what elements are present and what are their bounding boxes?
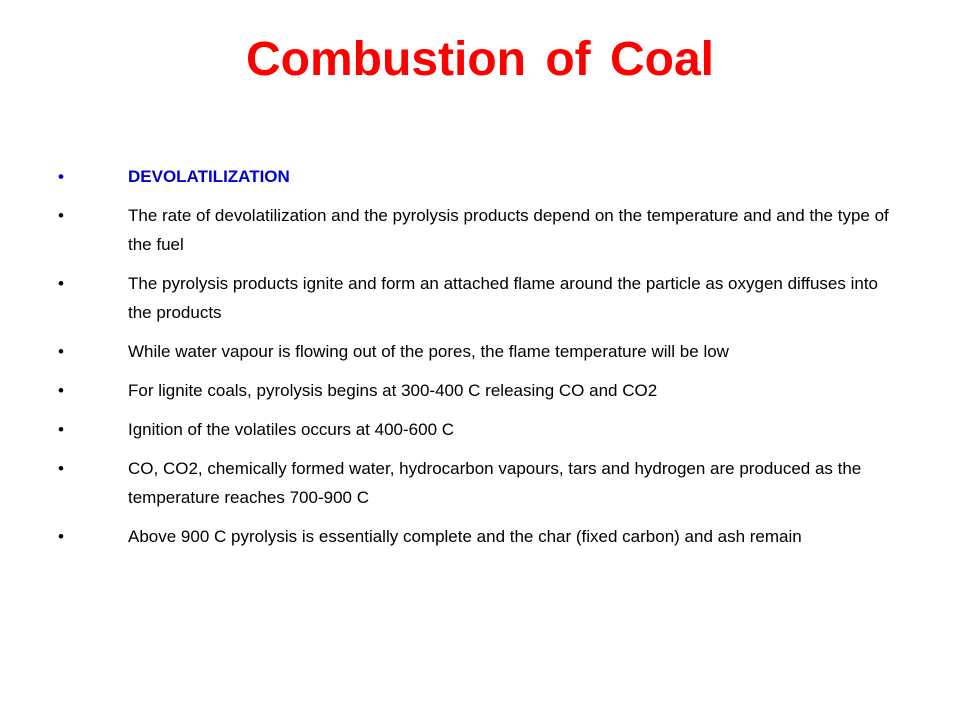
bullet-text: The rate of devolatilization and the pyrolysis products depend on the temperature and and the type of the fuel [128,206,889,254]
bullet-item [58,201,898,259]
bullet-item-heading [58,162,898,191]
bullet-item [58,415,898,444]
bullet-dot-icon: • [58,420,64,439]
bullet-text: CO, CO2, chemically formed water, hydrocarbon vapours, tars and hydrogen are produced as the temperature reaches 700-900 C [128,459,862,507]
bullet-dot-icon: • [58,527,64,546]
bullet-dot-icon: • [58,459,64,478]
bullet-dot-icon: • [58,381,64,400]
bullet-text: Above 900 C pyrolysis is essentially complete and the char (fixed carbon) and ash remain [128,527,802,546]
bullet-dot-icon: • [58,206,64,225]
bullet-heading-text: DEVOLATILIZATION [128,167,290,186]
slide-title: Combustion of Coal [246,33,714,86]
bullet-text: For lignite coals, pyrolysis begins at 300-400 C releasing CO and CO2 [128,381,658,400]
bullet-item [58,522,898,551]
bullet-text: Ignition of the volatiles occurs at 400-600 C [128,420,455,439]
bullet-text: The pyrolysis products ignite and form an attached flame around the particle as oxygen diffuses into the products [128,274,879,322]
bullet-dot-icon: • [58,342,64,361]
bullet-item [58,269,898,327]
bullet-dot-icon: • [58,167,64,186]
bullet-item [58,376,898,405]
bullet-item [58,337,898,366]
bullet-text: While water vapour is flowing out of the pores, the flame temperature will be low [128,342,729,361]
bullet-item [58,454,898,512]
bullet-list [58,162,898,561]
bullet-dot-icon: • [58,274,64,293]
